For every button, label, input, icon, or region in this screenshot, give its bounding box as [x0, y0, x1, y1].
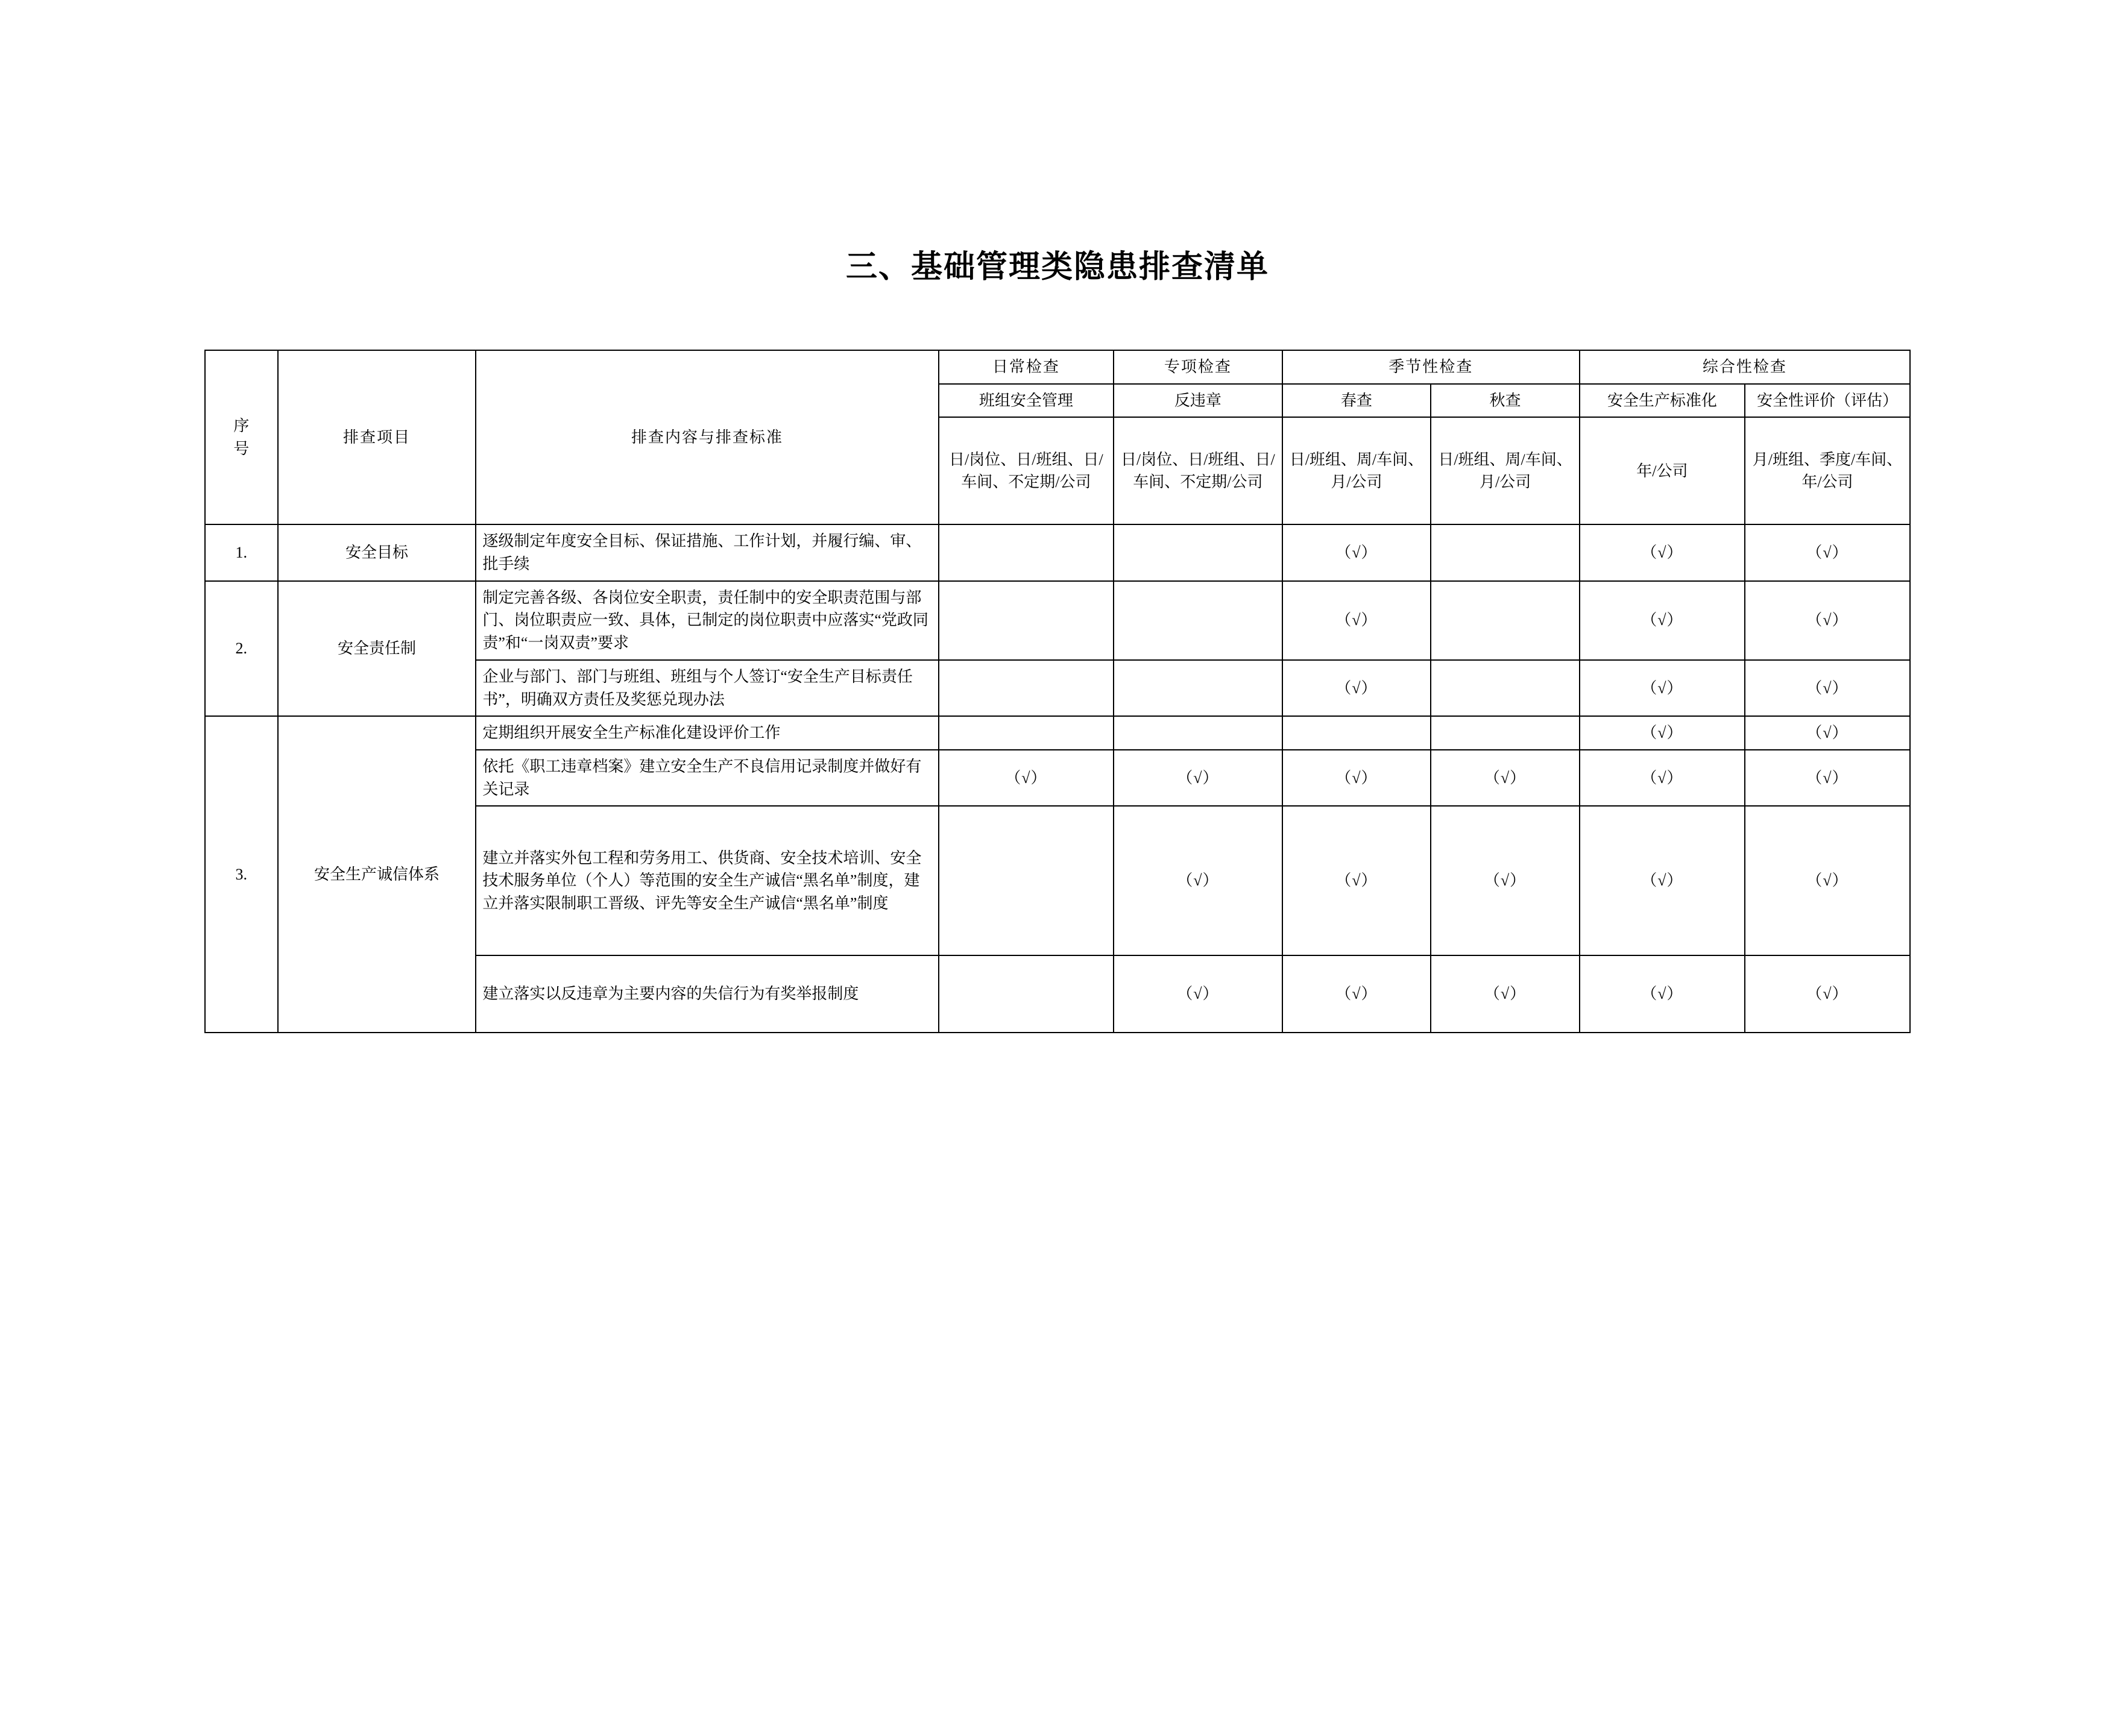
row-check-anti-violation: （√）	[1114, 806, 1282, 955]
header-sub-standardization: 安全生产标准化	[1580, 384, 1745, 418]
header-freq-anti-violation: 日/岗位、日/班组、日/车间、不定期/公司	[1114, 417, 1282, 524]
row-check-standardization: （√）	[1580, 581, 1745, 660]
header-item-label: 排查项目	[342, 428, 411, 446]
row-check-standardization: （√）	[1580, 750, 1745, 806]
row-check-safety-evaluation: （√）	[1745, 524, 1910, 580]
row-check-team-safety: （√）	[939, 750, 1114, 806]
row-check-team-safety	[939, 955, 1114, 1033]
page-title: 三、基础管理类隐患排查清单	[845, 250, 1269, 285]
header-freq-autumn: 日/班组、周/车间、月/公司	[1431, 417, 1580, 524]
document-page	[0, 241, 2115, 1736]
row-seq: 1.	[205, 524, 278, 580]
table-row	[205, 716, 1910, 750]
row-check-safety-evaluation: （√）	[1745, 806, 1910, 955]
header-sub-spring: 春查	[1282, 384, 1431, 418]
row-check-standardization: （√）	[1580, 955, 1745, 1033]
header-group-comprehensive-label: 综合性检查	[1702, 358, 1787, 376]
header-group-comprehensive	[1580, 350, 1910, 384]
row-check-safety-evaluation: （√）	[1745, 955, 1910, 1033]
row-check-autumn	[1431, 581, 1580, 660]
row-check-team-safety	[939, 524, 1114, 580]
table-header-group-row	[205, 350, 1910, 384]
header-group-daily	[939, 350, 1114, 384]
header-freq-standardization: 年/公司	[1580, 417, 1745, 524]
row-content: 逐级制定年度安全目标、保证措施、工作计划，并履行编、审、批手续	[476, 524, 938, 580]
row-check-team-safety	[939, 806, 1114, 955]
row-content: 企业与部门、部门与班组、班组与个人签订“安全生产目标责任书”，明确双方责任及奖惩兑现办法	[476, 660, 938, 716]
header-group-special-label: 专项检查	[1164, 358, 1232, 376]
row-check-autumn: （√）	[1431, 955, 1580, 1033]
row-content: 定期组织开展安全生产标准化建设评价工作	[476, 716, 938, 750]
row-seq: 2.	[205, 581, 278, 716]
header-content	[476, 350, 938, 524]
row-check-spring: （√）	[1282, 581, 1431, 660]
header-sub-safety-evaluation: 安全性评价（评估）	[1745, 384, 1910, 418]
header-freq-spring: 日/班组、周/车间、月/公司	[1282, 417, 1431, 524]
row-check-autumn: （√）	[1431, 750, 1580, 806]
header-group-seasonal	[1282, 350, 1580, 384]
row-check-safety-evaluation: （√）	[1745, 750, 1910, 806]
header-seq	[205, 350, 278, 524]
header-sub-autumn: 秋查	[1431, 384, 1580, 418]
row-seq: 3.	[205, 716, 278, 1033]
row-check-spring: （√）	[1282, 955, 1431, 1033]
row-check-spring: （√）	[1282, 660, 1431, 716]
row-content: 建立落实以反违章为主要内容的失信行为有奖举报制度	[476, 955, 938, 1033]
row-check-anti-violation	[1114, 716, 1282, 750]
row-check-team-safety	[939, 581, 1114, 660]
header-freq-team-safety: 日/岗位、日/班组、日/车间、不定期/公司	[939, 417, 1114, 524]
row-check-team-safety	[939, 716, 1114, 750]
row-check-standardization: （√）	[1580, 716, 1745, 750]
row-item: 安全生产诚信体系	[278, 716, 476, 1033]
header-seq-label: 序 号	[233, 417, 250, 458]
table-row	[205, 581, 1910, 660]
row-check-spring	[1282, 716, 1431, 750]
row-check-autumn: （√）	[1431, 806, 1580, 955]
row-check-spring: （√）	[1282, 750, 1431, 806]
header-content-label: 排查内容与排查标准	[631, 428, 784, 446]
row-check-safety-evaluation: （√）	[1745, 716, 1910, 750]
row-item: 安全目标	[278, 524, 476, 580]
row-check-autumn	[1431, 716, 1580, 750]
row-check-safety-evaluation: （√）	[1745, 581, 1910, 660]
header-sub-anti-violation: 反违章	[1114, 384, 1282, 418]
row-content: 制定完善各级、各岗位安全职责，责任制中的安全职责范围与部门、岗位职责应一致、具体，已制定的岗位职责中应落实“党政同责”和“一岗双责”要求	[476, 581, 938, 660]
row-check-standardization: （√）	[1580, 806, 1745, 955]
row-item: 安全责任制	[278, 581, 476, 716]
row-check-spring: （√）	[1282, 524, 1431, 580]
row-check-spring: （√）	[1282, 806, 1431, 955]
header-freq-safety-evaluation: 月/班组、季度/车间、年/公司	[1745, 417, 1910, 524]
row-check-safety-evaluation: （√）	[1745, 660, 1910, 716]
checklist-table-container	[204, 350, 1911, 1033]
row-check-team-safety	[939, 660, 1114, 716]
row-check-anti-violation	[1114, 581, 1282, 660]
header-group-daily-label: 日常检查	[992, 358, 1060, 376]
table-row	[205, 524, 1910, 580]
row-content: 建立并落实外包工程和劳务用工、供货商、安全技术培训、安全技术服务单位（个人）等范围的安全生产诚信“黑名单”制度，建立并落实限制职工晋级、评先等安全生产诚信“黑名单”制度	[476, 806, 938, 955]
row-check-anti-violation	[1114, 660, 1282, 716]
row-check-anti-violation: （√）	[1114, 750, 1282, 806]
row-check-standardization: （√）	[1580, 660, 1745, 716]
hazard-checklist-table	[204, 350, 1911, 1033]
row-content: 依托《职工违章档案》建立安全生产不良信用记录制度并做好有关记录	[476, 750, 938, 806]
row-check-autumn	[1431, 660, 1580, 716]
row-check-standardization: （√）	[1580, 524, 1745, 580]
row-check-anti-violation	[1114, 524, 1282, 580]
header-item	[278, 350, 476, 524]
header-group-special	[1114, 350, 1282, 384]
header-sub-team-safety: 班组安全管理	[939, 384, 1114, 418]
row-check-autumn	[1431, 524, 1580, 580]
header-group-seasonal-label: 季节性检查	[1388, 358, 1474, 376]
row-check-anti-violation: （√）	[1114, 955, 1282, 1033]
